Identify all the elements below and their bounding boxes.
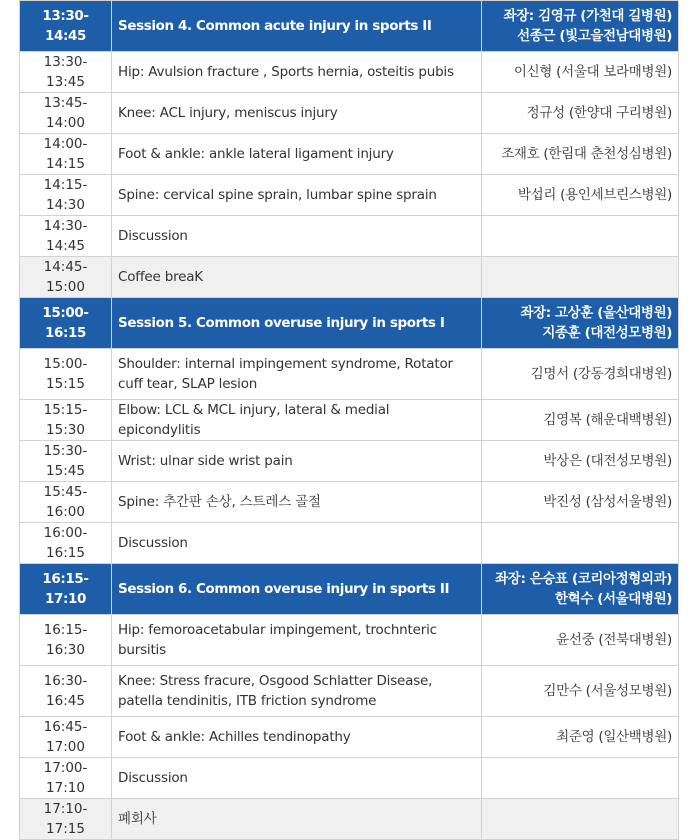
item-topic: Spine: 추간판 손상, 스트레스 골절 [112, 482, 482, 523]
session-title: Session 5. Common overuse injury in sports I [112, 298, 482, 349]
item-speaker: 윤선중 (전북대병원) [482, 615, 679, 666]
schedule-row [20, 441, 679, 482]
chair-line: 한혁수 (서울대병원) [555, 591, 672, 607]
item-time: 15:00-15:15 [20, 349, 112, 400]
item-speaker [482, 216, 679, 257]
schedule-row [20, 758, 679, 799]
item-topic: Foot & ankle: ankle lateral ligament injury [112, 134, 482, 175]
session-header [20, 564, 679, 615]
session-header [20, 298, 679, 349]
item-speaker [482, 758, 679, 799]
item-speaker [482, 257, 679, 298]
schedule-row [20, 400, 679, 441]
schedule-row [20, 615, 679, 666]
item-time: 14:30-14:45 [20, 216, 112, 257]
item-time: 16:15-16:30 [20, 615, 112, 666]
item-topic: Knee: ACL injury, meniscus injury [112, 93, 482, 134]
item-time: 15:30-15:45 [20, 441, 112, 482]
session-title: Session 6. Common overuse injury in sports II [112, 564, 482, 615]
item-topic: Discussion [112, 758, 482, 799]
item-topic: Coffee breaK [112, 257, 482, 298]
item-speaker: 최준영 (일산백병원) [482, 717, 679, 758]
schedule-table [19, 0, 679, 840]
item-time: 15:45-16:00 [20, 482, 112, 523]
item-time: 17:00-17:10 [20, 758, 112, 799]
item-topic: Hip: Avulsion fracture , Sports hernia, osteitis pubis [112, 52, 482, 93]
item-speaker [482, 523, 679, 564]
schedule-row [20, 482, 679, 523]
item-topic: Hip: femoroacetabular impingement, trochnteric bursitis [112, 615, 482, 666]
schedule-row [20, 52, 679, 93]
item-topic: Discussion [112, 216, 482, 257]
schedule-row [20, 523, 679, 564]
chair-line: 지종훈 (대전성모병원) [542, 325, 672, 341]
item-speaker: 박상은 (대전성모병원) [482, 441, 679, 482]
item-time: 14:00-14:15 [20, 134, 112, 175]
item-time: 16:00-16:15 [20, 523, 112, 564]
session-header [20, 1, 679, 52]
session-time: 16:15-17:10 [20, 564, 112, 615]
schedule-row-break [20, 257, 679, 298]
item-speaker: 박진성 (삼성서울병원) [482, 482, 679, 523]
item-time: 13:45-14:00 [20, 93, 112, 134]
item-speaker: 김영복 (해운대백병원) [482, 400, 679, 441]
item-time: 13:30-13:45 [20, 52, 112, 93]
item-speaker: 박섭리 (용인세브린스병원) [482, 175, 679, 216]
session-chairs [482, 298, 679, 349]
item-topic: Spine: cervical spine sprain, lumbar spine sprain [112, 175, 482, 216]
item-topic: 폐회사 [112, 799, 482, 840]
schedule-row [20, 349, 679, 400]
item-time: 14:15-14:30 [20, 175, 112, 216]
item-speaker: 김명서 (강동경희대병원) [482, 349, 679, 400]
item-speaker [482, 799, 679, 840]
session-chairs [482, 564, 679, 615]
schedule-row [20, 175, 679, 216]
item-speaker: 이신형 (서울대 보라매병원) [482, 52, 679, 93]
chair-line: 좌장: 고상훈 (울산대병원) [520, 305, 672, 321]
item-topic: Elbow: LCL & MCL injury, lateral & medial epicondylitis [112, 400, 482, 441]
chair-line: 좌장: 김영규 (가천대 길병원) [503, 8, 672, 24]
schedule-body [20, 1, 679, 840]
schedule-row [20, 717, 679, 758]
item-time: 16:30-16:45 [20, 666, 112, 717]
session-time: 15:00-16:15 [20, 298, 112, 349]
item-speaker: 정규성 (한양대 구리병원) [482, 93, 679, 134]
chair-line: 선종근 (빛고을전남대병원) [517, 28, 672, 44]
session-title: Session 4. Common acute injury in sports II [112, 1, 482, 52]
schedule-row [20, 216, 679, 257]
schedule-row [20, 134, 679, 175]
item-speaker: 조재호 (한림대 춘천성심병원) [482, 134, 679, 175]
item-topic: Discussion [112, 523, 482, 564]
item-time: 14:45-15:00 [20, 257, 112, 298]
item-topic: Knee: Stress fracure, Osgood Schlatter Disease, patella tendinitis, ITB friction syndrome [112, 666, 482, 717]
item-topic: Shoulder: internal impingement syndrome, Rotator cuff tear, SLAP lesion [112, 349, 482, 400]
item-time: 15:15-15:30 [20, 400, 112, 441]
chair-line: 좌장: 은승표 (코리아정형외과) [495, 571, 672, 587]
session-time: 13:30-14:45 [20, 1, 112, 52]
item-topic: Wrist: ulnar side wrist pain [112, 441, 482, 482]
item-topic: Foot & ankle: Achilles tendinopathy [112, 717, 482, 758]
schedule-row [20, 666, 679, 717]
item-time: 17:10-17:15 [20, 799, 112, 840]
item-time: 16:45-17:00 [20, 717, 112, 758]
schedule-row [20, 93, 679, 134]
item-speaker: 김만수 (서울성모병원) [482, 666, 679, 717]
schedule-row-break [20, 799, 679, 840]
session-chairs [482, 1, 679, 52]
